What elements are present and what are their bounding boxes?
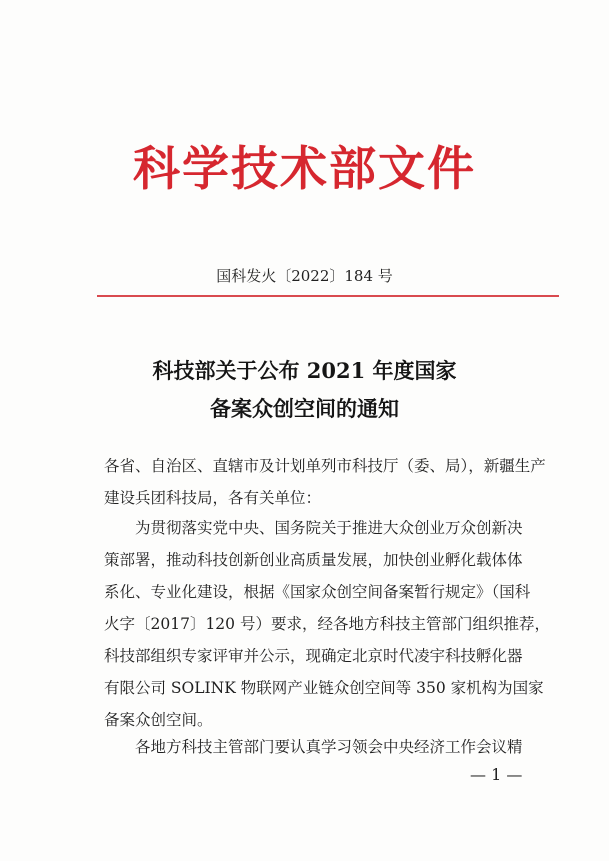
paragraph-line: 火字〔2017〕120 号）要求，经各地方科技主管部门组织推荐， (104, 615, 550, 633)
paragraph-line: 科技部组织专家评审并公示，现确定北京时代凌宇科技孵化器 (104, 647, 523, 665)
masthead-title: 科学技术部文件 (133, 142, 476, 197)
document-number: 国科发火〔2022〕184 号 (216, 267, 393, 285)
page-number: — 1 — (470, 765, 523, 784)
notice-title-line: 备案众创空间的通知 (210, 396, 399, 421)
paragraph-line: 各地方科技主管部门要认真学习领会中央经济工作会议精 (135, 738, 523, 756)
notice-title (0, 352, 609, 428)
paragraph-line: 有限公司 SOLINK 物联网产业链众创空间等 350 家机构为国家 (104, 679, 544, 697)
red-divider-line (97, 295, 559, 297)
paragraph-line: 系化、专业化建设，根据《国家众创空间备案暂行规定》（国科 (104, 583, 531, 601)
notice-title-line: 科技部关于公布 2021 年度国家 (152, 358, 457, 383)
addressee-line: 建设兵团科技局，各有关单位： (104, 489, 322, 507)
addressee-block (104, 450, 566, 514)
paragraph-line: 备案众创空间。 (104, 711, 213, 729)
paragraph-1 (104, 512, 566, 736)
paragraph-line: 策部署，推动科技创新创业高质量发展，加快创业孵化载体体 (104, 551, 523, 569)
paragraph-2 (104, 731, 566, 763)
addressee-line: 各省、自治区、直辖市及计划单列市科技厅（委、局），新疆生产 (104, 457, 546, 475)
paragraph-line: 为贯彻落实党中央、国务院关于推进大众创业万众创新决 (135, 519, 523, 537)
